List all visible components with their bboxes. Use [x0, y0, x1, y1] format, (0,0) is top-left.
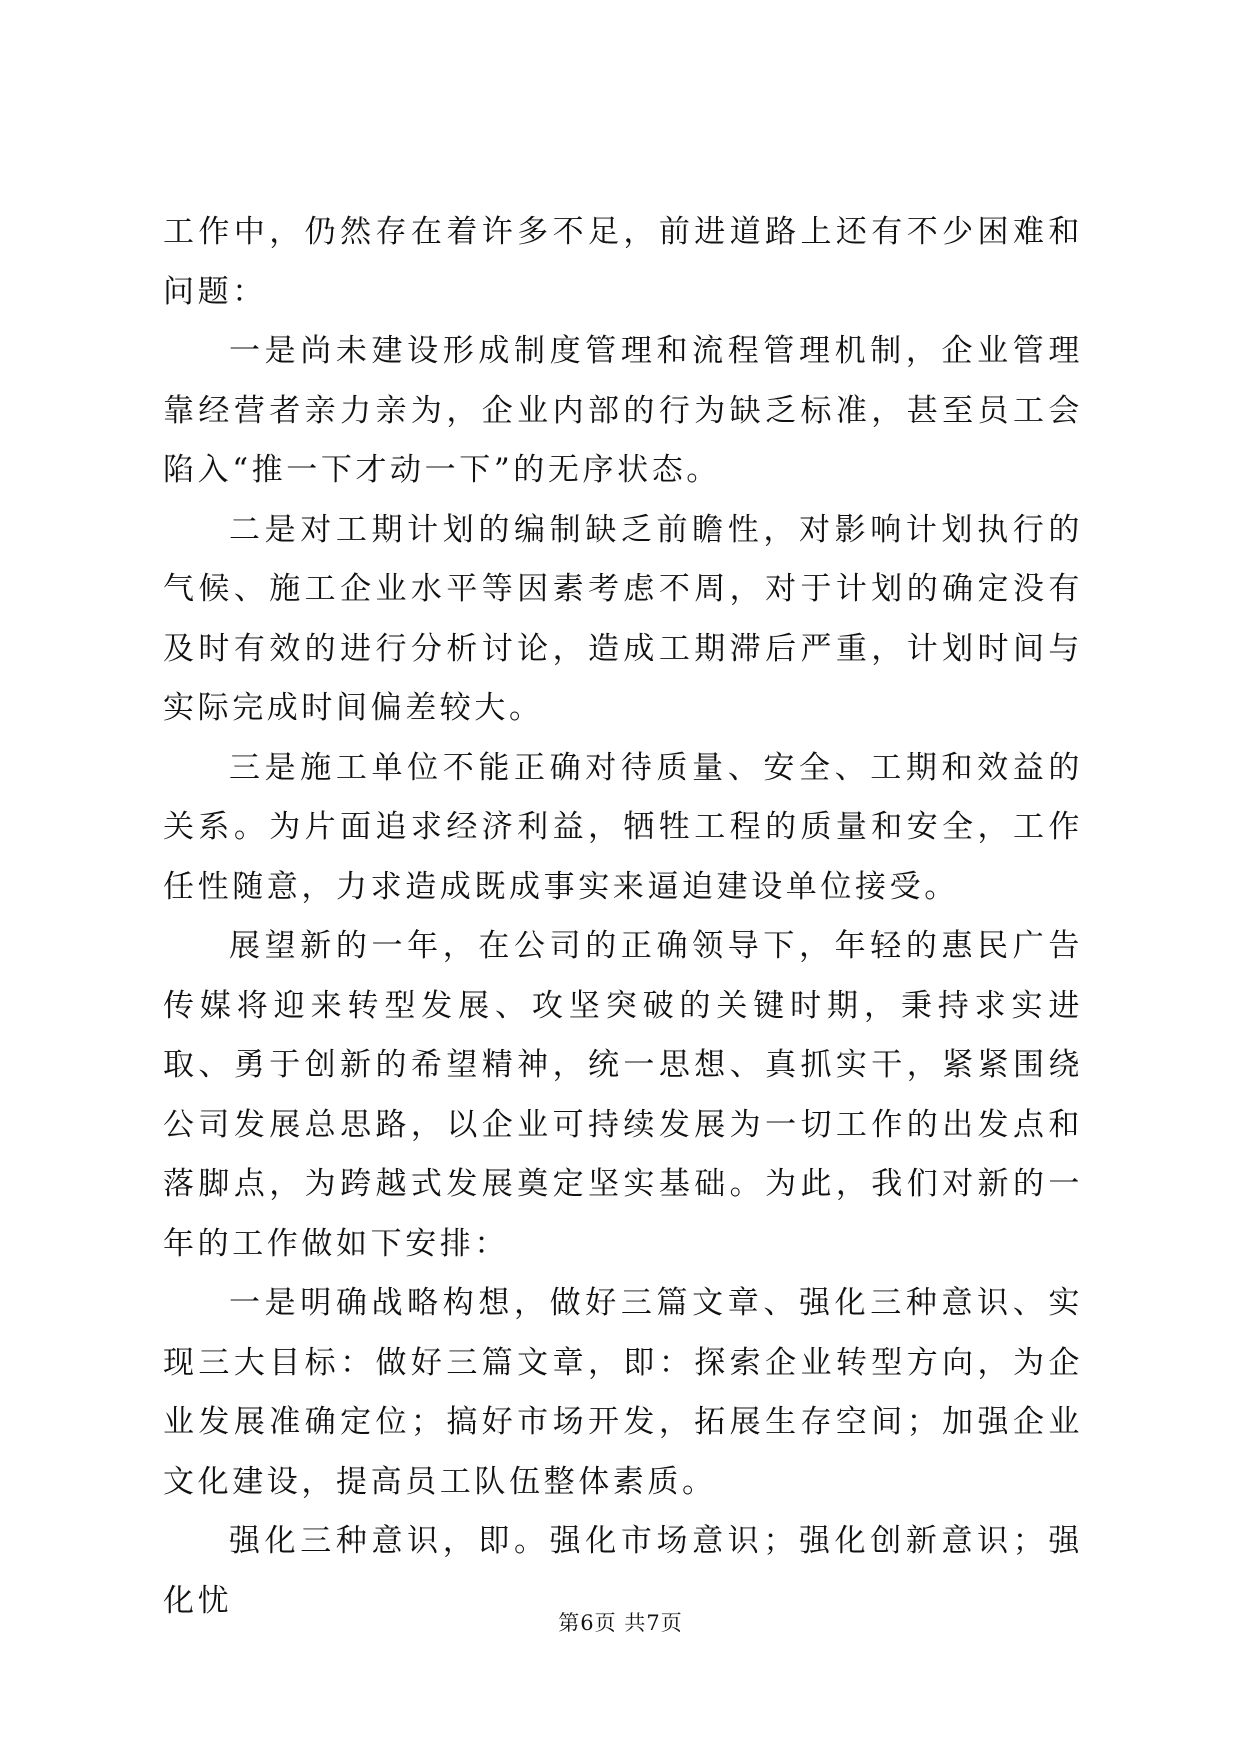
paragraph-three-awareness: 强化三种意识，即。强化市场意识；强化创新意识；强化忧: [163, 1523, 1083, 1619]
paragraph-issue-three: 三是施工单位不能正确对待质量、安全、工期和效益的关系。为片面追求经济利益，牺牲工程的质量和安全，工作任性随意，力求造成既成事实来逼迫建设单位接受。: [163, 749, 1083, 905]
paragraph-outlook: 展望新的一年，在公司的正确领导下，年轻的惠民广告传媒将迎来转型发展、攻坚突破的关键时期，秉持求实进取、勇于创新的希望精神，统一思想、真抓实干，紧紧围绕公司发展总思路，以企业可持续发展为一切工作的出发点和落脚点，为跨越式发展奠定坚实基础。为此，我们对新的一年的工作做如下安排：: [163, 928, 1083, 1262]
paragraph-plan-one: 一是明确战略构想，做好三篇文章、强化三种意识、实现三大目标：做好三篇文章，即：探索企业转型方向，为企业发展准确定位；搞好市场开发，拓展生存空间；加强企业文化建设，提高员工队伍整体素质。: [163, 1285, 1083, 1500]
paragraph-issue-one: 一是尚未建设形成制度管理和流程管理机制，企业管理靠经营者亲力亲为，企业内部的行为缺乏标准，甚至员工会陷入“推一下才动一下”的无序状态。: [163, 333, 1083, 488]
paragraph-issue-two: 二是对工期计划的编制缺乏前瞻性，对影响计划执行的气候、施工企业水平等因素考虑不周，对于计划的确定没有及时有效的进行分析讨论，造成工期滞后严重，计划时间与实际完成时间偏差较大。: [163, 511, 1083, 726]
document-body: [163, 203, 1083, 1631]
paragraph-continuation: 工作中，仍然存在着许多不足，前进道路上还有不少困难和问题：: [163, 214, 1083, 310]
page-number-footer: 第6页 共7页: [558, 1611, 683, 1635]
